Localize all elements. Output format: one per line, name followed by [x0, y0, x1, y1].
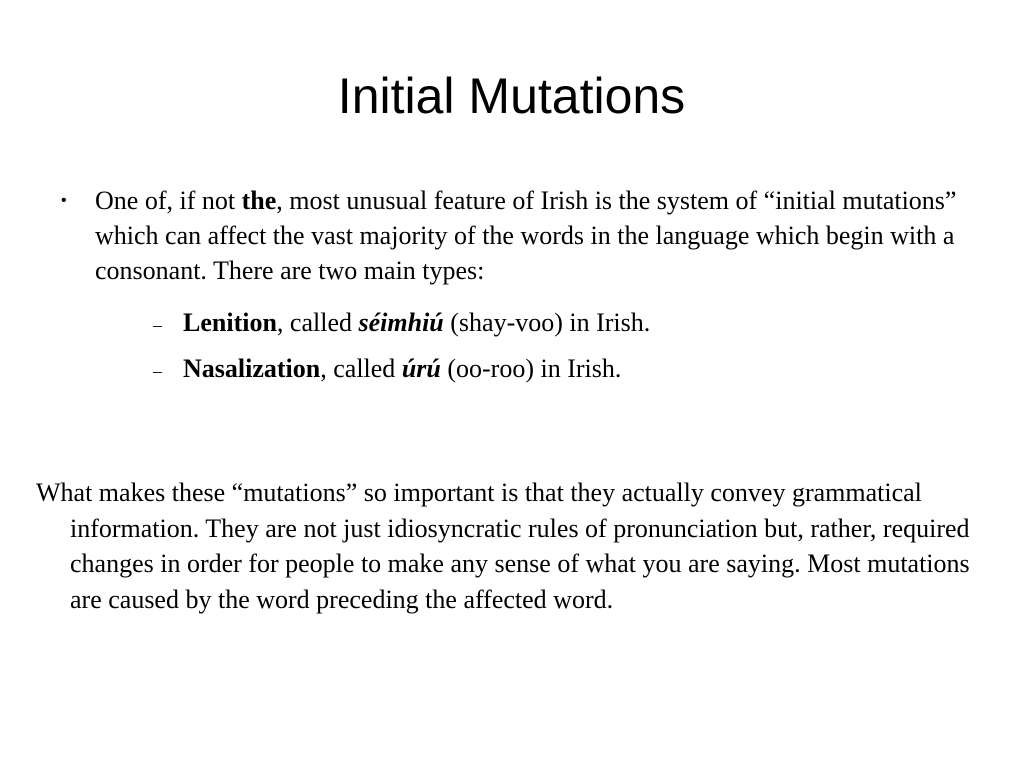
sub-item-called: , called — [276, 308, 359, 337]
sub-item-text — [183, 353, 621, 385]
sub-item-dash: – — [153, 315, 162, 335]
sub-item-called: , called — [320, 354, 402, 383]
bullet-text-start: One of, if not — [95, 186, 242, 215]
sub-item-dash: – — [153, 361, 162, 381]
slide-title: Initial Mutations — [337, 68, 686, 124]
sub-item-term: Lenition — [183, 308, 277, 337]
bullet-text-emphasis: the — [241, 186, 277, 215]
bullet-marker: • — [61, 192, 67, 209]
bullet-text — [95, 183, 985, 288]
sub-item-irish-word: séimhiú — [358, 308, 444, 337]
bullet-text-end: , most unusual feature of Irish is the system of “initial mutations” which can affect the vast majority of the words in the language which begin with a consonant. There are two main types: — [95, 186, 957, 285]
sub-item-irish-word: úrú — [401, 354, 441, 383]
body-paragraph: What makes these “mutations” so important is that they actually convey grammatical information. They are not just idiosyncratic rules of pronunciation but, rather, required changes in order for people to make any sense of what you are saying. Most mutations are caused by the word preceding the affected word. — [36, 478, 970, 614]
sub-item-text — [183, 307, 650, 339]
sub-item-term: Nasalization — [183, 354, 321, 383]
sub-item-pronunciation: (shay-voo) in Irish. — [443, 308, 651, 337]
sub-item-pronunciation: (oo-roo) in Irish. — [440, 354, 622, 383]
